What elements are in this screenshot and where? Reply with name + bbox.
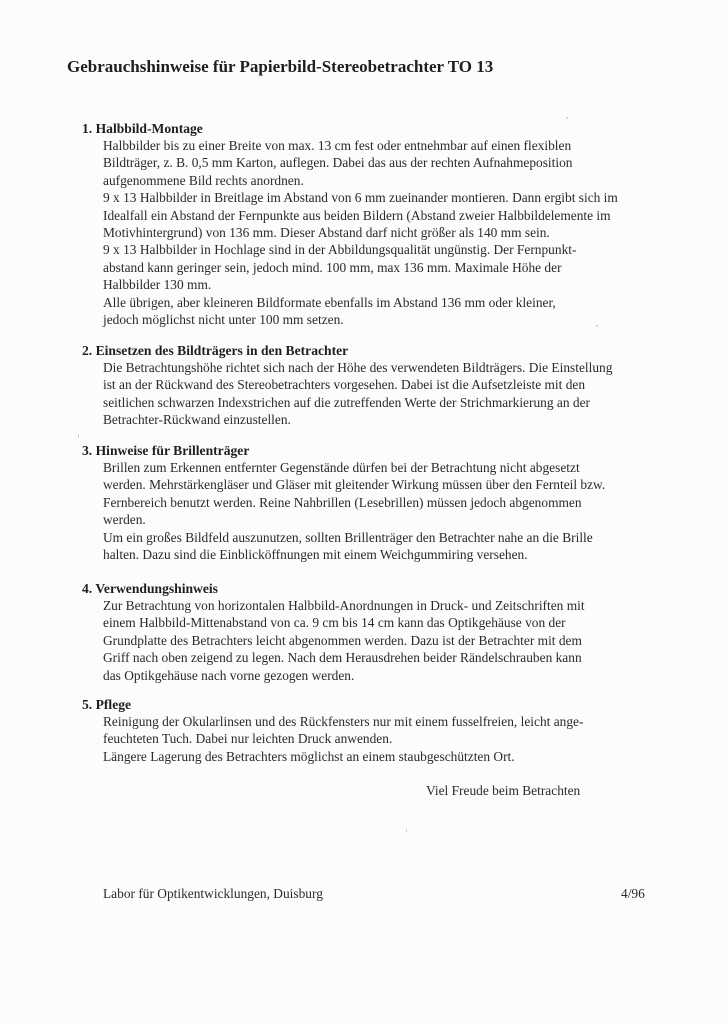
- section-body: [103, 713, 682, 765]
- section-heading: 4. Verwendungshinweis: [82, 581, 218, 596]
- body-line: Motivhintergrund) von 136 mm. Dieser Abstand darf nicht größer als 140 mm sein.: [103, 225, 550, 241]
- body-line: Um ein großes Bildfeld auszunutzen, sollten Brillenträger den Betrachter nahe an die Brille: [103, 529, 593, 545]
- footer-date: 4/96: [621, 886, 645, 901]
- section-heading: 2. Einsetzen des Bildträgers in den Betrachter: [82, 343, 349, 358]
- body-line: jedoch möglichst nicht unter 100 mm setzen.: [103, 312, 344, 328]
- body-line: Halbbilder bis zu einer Breite von max. 13 cm fest oder entnehmbar auf einen flexiblen: [103, 138, 572, 153]
- body-line: Brillen zum Erkennen entfernter Gegenstände dürfen bei der Betrachtung nicht abgesetzt: [103, 460, 580, 475]
- body-line: abstand kann geringer sein, jedoch mind. 100 mm, max 136 mm. Maximale Höhe der: [103, 259, 562, 275]
- body-line: werden. Mehrstärkengläser und Gläser mit gleitender Wirkung müssen über den Fernteil bzw.: [103, 477, 606, 493]
- body-line: Zur Betrachtung von horizontalen Halbbild-Anordnungen in Druck- und Zeitschriften mit: [103, 598, 585, 613]
- body-line: Fernbereich benutzt werden. Reine Nahbrillen (Lesebrillen) müssen jedoch abgenommen: [103, 494, 582, 510]
- body-line: seitlichen schwarzen Indexstrichen auf die zutreffenden Werte der Strichmarkierung an der: [103, 394, 590, 410]
- section-body: [103, 359, 682, 429]
- body-line: Griff nach oben zeigend zu legen. Nach dem Herausdrehen beider Rändelschrauben kann: [103, 650, 582, 666]
- body-line: 9 x 13 Halbbilder in Breitlage im Abstand von 6 mm zueinander montieren. Dann ergibt sich im: [103, 190, 618, 206]
- scan-speck: [406, 829, 407, 832]
- body-line: Halbbilder 130 mm.: [103, 277, 212, 293]
- body-line: feuchteten Tuch. Dabei nur leichten Druck anwenden.: [103, 731, 393, 747]
- scan-speck: [78, 434, 79, 438]
- section-body: [103, 459, 682, 563]
- section-verwendungshinweis: [82, 580, 682, 684]
- section-pflege: [82, 696, 682, 765]
- closing-line: Viel Freude beim Betrachten: [426, 783, 581, 798]
- document-title: Gebrauchshinweise für Papierbild-Stereobetrachter TO 13: [67, 57, 494, 76]
- body-line: ist an der Rückwand des Stereobetrachters vorgesehen. Dabei ist die Aufsetzleiste mit den: [103, 377, 586, 393]
- section-heading: 3. Hinweise für Brillenträger: [82, 443, 250, 458]
- body-line: aufgenommene Bild rechts anordnen.: [103, 172, 304, 188]
- body-line: werden.: [103, 512, 146, 528]
- body-line: Betrachter-Rückwand einzustellen.: [103, 412, 291, 428]
- section-heading: 1. Halbbild-Montage: [82, 121, 203, 136]
- scan-speck: [596, 325, 598, 327]
- footer-publisher: Labor für Optikentwicklungen, Duisburg: [103, 886, 323, 901]
- body-line: Alle übrigen, aber kleineren Bildformate ebenfalls im Abstand 136 mm oder kleiner,: [103, 294, 556, 310]
- body-line: 9 x 13 Halbbilder in Hochlage sind in der Abbildungsqualität ungünstig. Der Fernpunkt-: [103, 242, 577, 258]
- body-line: halten. Dazu sind die Einblicköffnungen mit einem Weichgummiring versehen.: [103, 547, 528, 563]
- body-line: Reinigung der Okularlinsen und des Rückfensters nur mit einem fusselfreien, leicht ange-: [103, 714, 584, 729]
- section-einsetzen-bildtraeger: [82, 342, 682, 429]
- body-line: Längere Lagerung des Betrachters möglichst an einem staubgeschützten Ort.: [103, 748, 515, 764]
- section-brillentraeger: [82, 442, 682, 563]
- body-line: Grundplatte des Betrachters leicht abgenommen werden. Dazu ist der Betrachter mit dem: [103, 632, 582, 648]
- section-heading: 5. Pflege: [82, 697, 132, 712]
- body-line: Bildträger, z. B. 0,5 mm Karton, auflegen. Dabei das aus der rechten Aufnahmeposition: [103, 155, 573, 171]
- body-line: Idealfall ein Abstand der Fernpunkte aus beiden Bildern (Abstand zweier Halbbildelemente im: [103, 207, 611, 223]
- section-body: [103, 597, 682, 684]
- body-line: Die Betrachtungshöhe richtet sich nach der Höhe des verwendeten Bildträgers. Die Einstellung: [103, 360, 613, 375]
- body-line: das Optikgehäuse nach vorne gezogen werden.: [103, 667, 355, 683]
- scan-speck: [566, 117, 568, 119]
- section-halbbild-montage: [82, 120, 682, 328]
- body-line: einem Halbbild-Mittenabstand von ca. 9 cm bis 14 cm kann das Optikgehäuse von der: [103, 615, 566, 631]
- section-body: [103, 137, 682, 328]
